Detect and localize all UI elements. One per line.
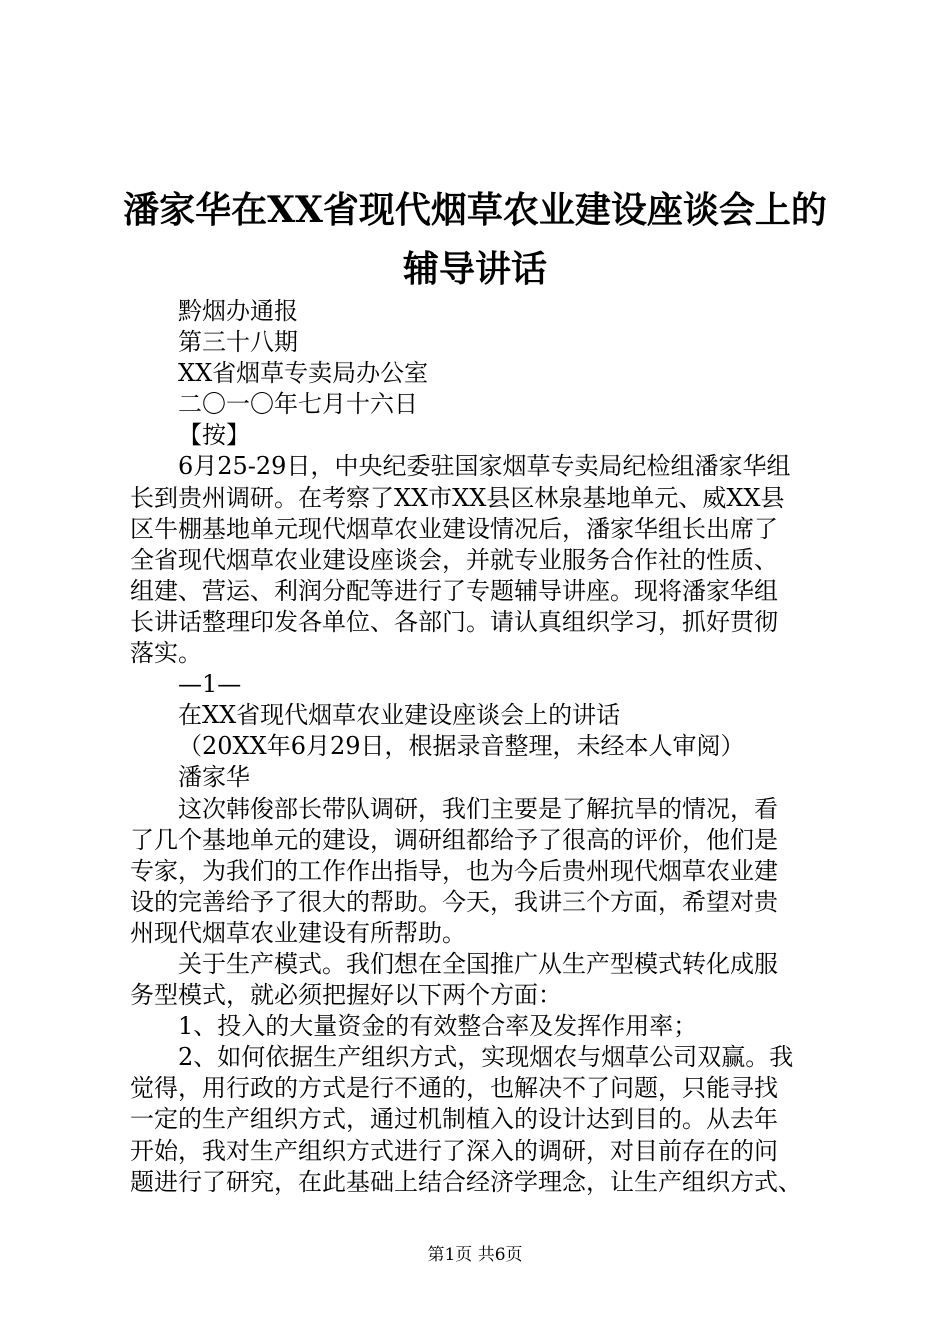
document-title-line-2: 辅导讲话 <box>402 248 547 290</box>
paragraph-line: 觉得，用行政的方式是行不通的，也解决不了问题，只能寻找 <box>130 1074 778 1103</box>
speech-subtitle: （20XX年6月29日，根据录音整理，未经本人审阅） <box>178 732 745 761</box>
paragraph-line: 开始，我对生产组织方式进行了深入的调研，对目前存在的问 <box>130 1136 778 1165</box>
paragraph-line: 全省现代烟草农业建设座谈会，并就专业服务合作社的性质、 <box>130 545 778 574</box>
paragraph-line: 长到贵州调研。在考察了XX市XX县区林泉基地单元、威XX县 <box>130 483 785 512</box>
paragraph-line: 务型模式，就必须把握好以下两个方面： <box>130 981 562 1010</box>
paragraph-line: 州现代烟草农业建设有所帮助。 <box>130 918 466 947</box>
paragraph-line: 一定的生产组织方式，通过机制植入的设计达到目的。从去年 <box>130 1105 778 1134</box>
paragraph-line: 专家，为我们的工作作出指导，也为今后贵州现代烟草农业建 <box>130 856 778 885</box>
paragraph-line: 了几个基地单元的建设，调研组都给予了很高的评价，他们是 <box>130 825 778 854</box>
paragraph-line: 6月25-29日，中央纪委驻国家烟草专卖局纪检组潘家华组 <box>178 452 791 481</box>
page-footer: 第1页 共6页 <box>427 1245 523 1265</box>
bulletin-name: 黔烟办通报 <box>178 297 298 325</box>
paragraph-line: 设的完善给予了很大的帮助。今天，我讲三个方面，希望对贵 <box>130 887 778 916</box>
issuing-office: XX省烟草专卖局办公室 <box>178 359 429 388</box>
paragraph-line: 关于生产模式。我们想在全国推广从生产型模式转化成服 <box>178 949 778 978</box>
speaker-name: 潘家华 <box>178 763 250 792</box>
paragraph-line: 落实。 <box>130 639 202 668</box>
issue-date: 二〇一〇年七月十六日 <box>178 390 418 419</box>
inline-page-marker: —1— <box>178 670 242 699</box>
document-body <box>130 296 840 1198</box>
paragraph-line: 组建、营运、利润分配等进行了专题辅导讲座。现将潘家华组 <box>130 576 778 605</box>
list-item: 1、投入的大量资金的有效整合率及发挥作用率； <box>178 1012 698 1041</box>
paragraph-line: 长讲话整理印发各单位、各部门。请认真组织学习，抓好贯彻 <box>130 607 778 636</box>
speech-title: 在XX省现代烟草农业建设座谈会上的讲话 <box>178 701 621 730</box>
paragraph-line: 这次韩俊部长带队调研，我们主要是了解抗旱的情况，看 <box>178 794 778 823</box>
paragraph-line: 区牛棚基地单元现代烟草农业建设情况后，潘家华组长出席了 <box>130 514 778 543</box>
paragraph-line: 题进行了研究，在此基础上结合经济学理念，让生产组织方式、 <box>130 1167 802 1196</box>
note-heading: 【按】 <box>178 421 250 450</box>
issue-number: 第三十八期 <box>178 328 298 357</box>
list-item: 2、如何依据生产组织方式，实现烟农与烟草公司双赢。我 <box>178 1043 794 1072</box>
document-title-line-1: 潘家华在XX省现代烟草农业建设座谈会上的 <box>123 189 827 231</box>
